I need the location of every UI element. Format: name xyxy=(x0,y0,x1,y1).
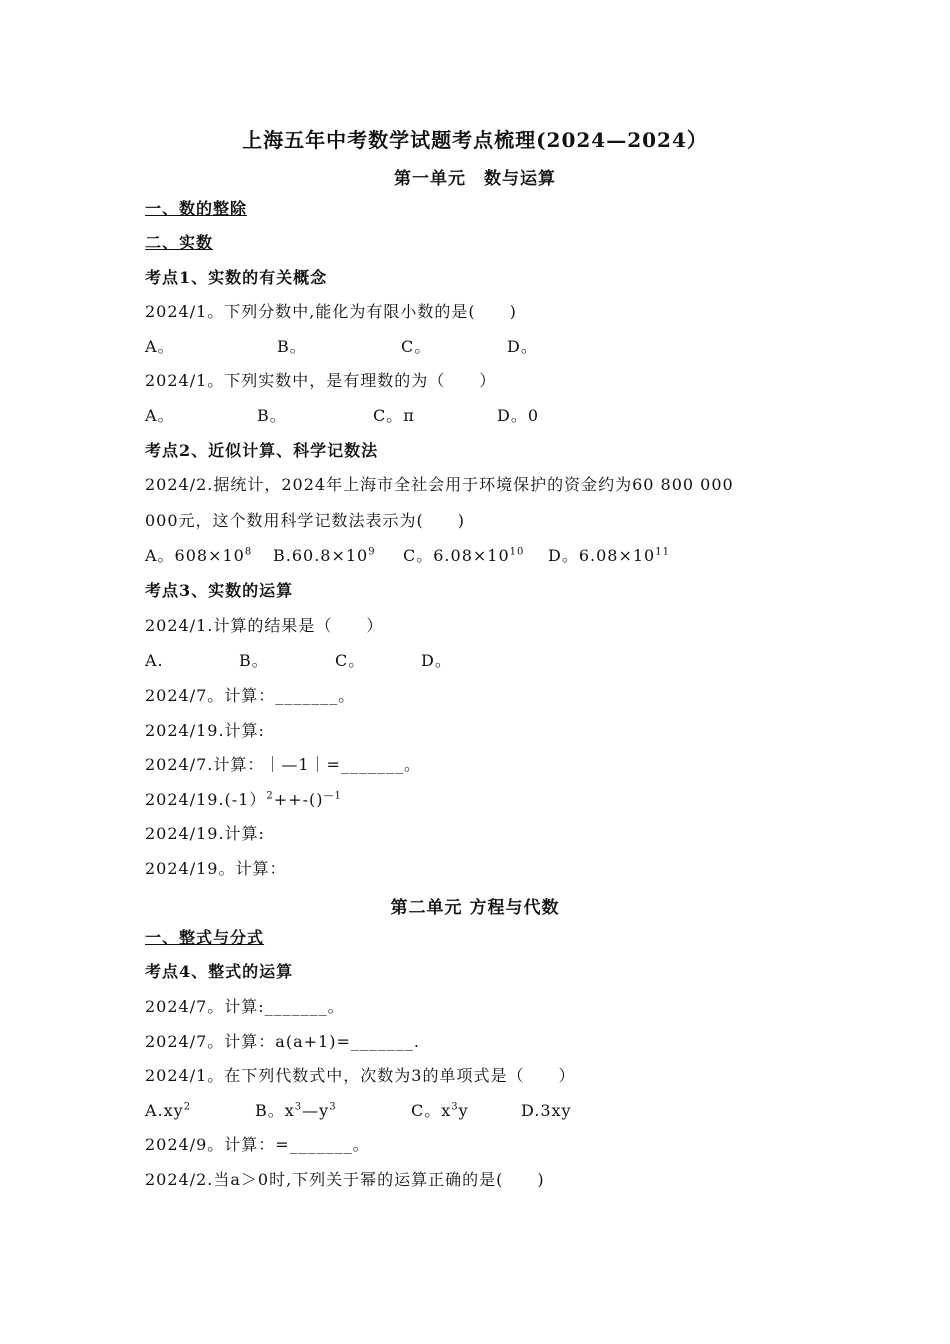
option-a: $A.xy^2$ xyxy=(145,1101,192,1120)
question-15: 2024/2.当a＞0时,下列关于幂的运算正确的是( ) xyxy=(145,1170,545,1189)
question-9: 2024/19.计算: xyxy=(145,824,265,843)
option-b: B。 xyxy=(239,651,269,670)
section-heading-real-numbers: 二、实数 xyxy=(145,233,214,252)
question-3-line-2: 000元，这个数用科学记数法表示为( ) xyxy=(145,511,466,530)
option-c: C。π xyxy=(373,406,415,425)
option-d: D。$6.08\times 10^{11}$ xyxy=(548,546,670,565)
option-d: D。0 xyxy=(497,406,540,425)
question-3-line-1: 2024/2.据统计，2024年上海市全社会用于环境保护的资金约为60 800 000 xyxy=(145,475,734,494)
question-1: 2024/1。下列分数中,能化为有限小数的是( ) xyxy=(145,302,517,321)
question-14: 2024/9。计算：=_______。 xyxy=(145,1135,370,1154)
option-c: C。$x^3y$ xyxy=(411,1101,469,1120)
document-title: 上海五年中考数学试题考点梳理(2024—2024） xyxy=(242,128,708,152)
question-10: 2024/19。计算： xyxy=(145,859,287,878)
keypoint-2-heading: 考点2、近似计算、科学记数法 xyxy=(145,441,379,460)
option-c: C。 xyxy=(335,651,366,670)
option-a: A. xyxy=(145,651,164,670)
option-c: C。 xyxy=(401,337,432,356)
keypoint-4-heading: 考点4、整式的运算 xyxy=(145,962,294,981)
option-b: B。 xyxy=(277,337,307,356)
section-heading-polynomials-fractions: 一、整式与分式 xyxy=(145,928,265,947)
option-c: C。$6.08\times 10^{10}$ xyxy=(403,546,525,565)
question-7: 2024/7.计算：｜—1｜=_______。 xyxy=(145,755,421,774)
section-heading-divisibility: 一、数的整除 xyxy=(145,199,248,218)
unit-1-heading: 第一单元 数与运算 xyxy=(394,169,556,189)
keypoint-1-heading: 考点1、实数的有关概念 xyxy=(145,268,328,287)
unit-2-heading: 第二单元 方程与代数 xyxy=(390,898,560,918)
question-8: 2024/19.(-1）$^2$++-()$^{—1}$ xyxy=(145,790,342,809)
question-4: 2024/1.计算的结果是（ ） xyxy=(145,616,384,635)
option-b: B。$x^3—y^3$ xyxy=(255,1101,337,1120)
question-12: 2024/7。计算：a(a+1)=_______. xyxy=(145,1032,420,1051)
question-5: 2024/7。计算：_______。 xyxy=(145,686,356,705)
option-d: D.3xy xyxy=(521,1101,572,1120)
option-a: A。 xyxy=(145,406,175,425)
option-d: D。 xyxy=(421,651,452,670)
keypoint-3-heading: 考点3、实数的运算 xyxy=(145,581,294,600)
option-b: $B.60.8\times 10^9$ xyxy=(273,546,376,565)
option-b: B。 xyxy=(257,406,287,425)
question-11: 2024/7。计算:_______。 xyxy=(145,997,345,1016)
option-a: A。$608\times 10^8$ xyxy=(145,546,253,565)
question-6: 2024/19.计算: xyxy=(145,721,265,740)
question-2: 2024/1。下列实数中，是有理数的为（ ） xyxy=(145,371,497,390)
option-d: D。 xyxy=(507,337,538,356)
question-13: 2024/1。在下列代数式中，次数为3的单项式是（ ） xyxy=(145,1066,576,1085)
option-a: A。 xyxy=(145,337,175,356)
